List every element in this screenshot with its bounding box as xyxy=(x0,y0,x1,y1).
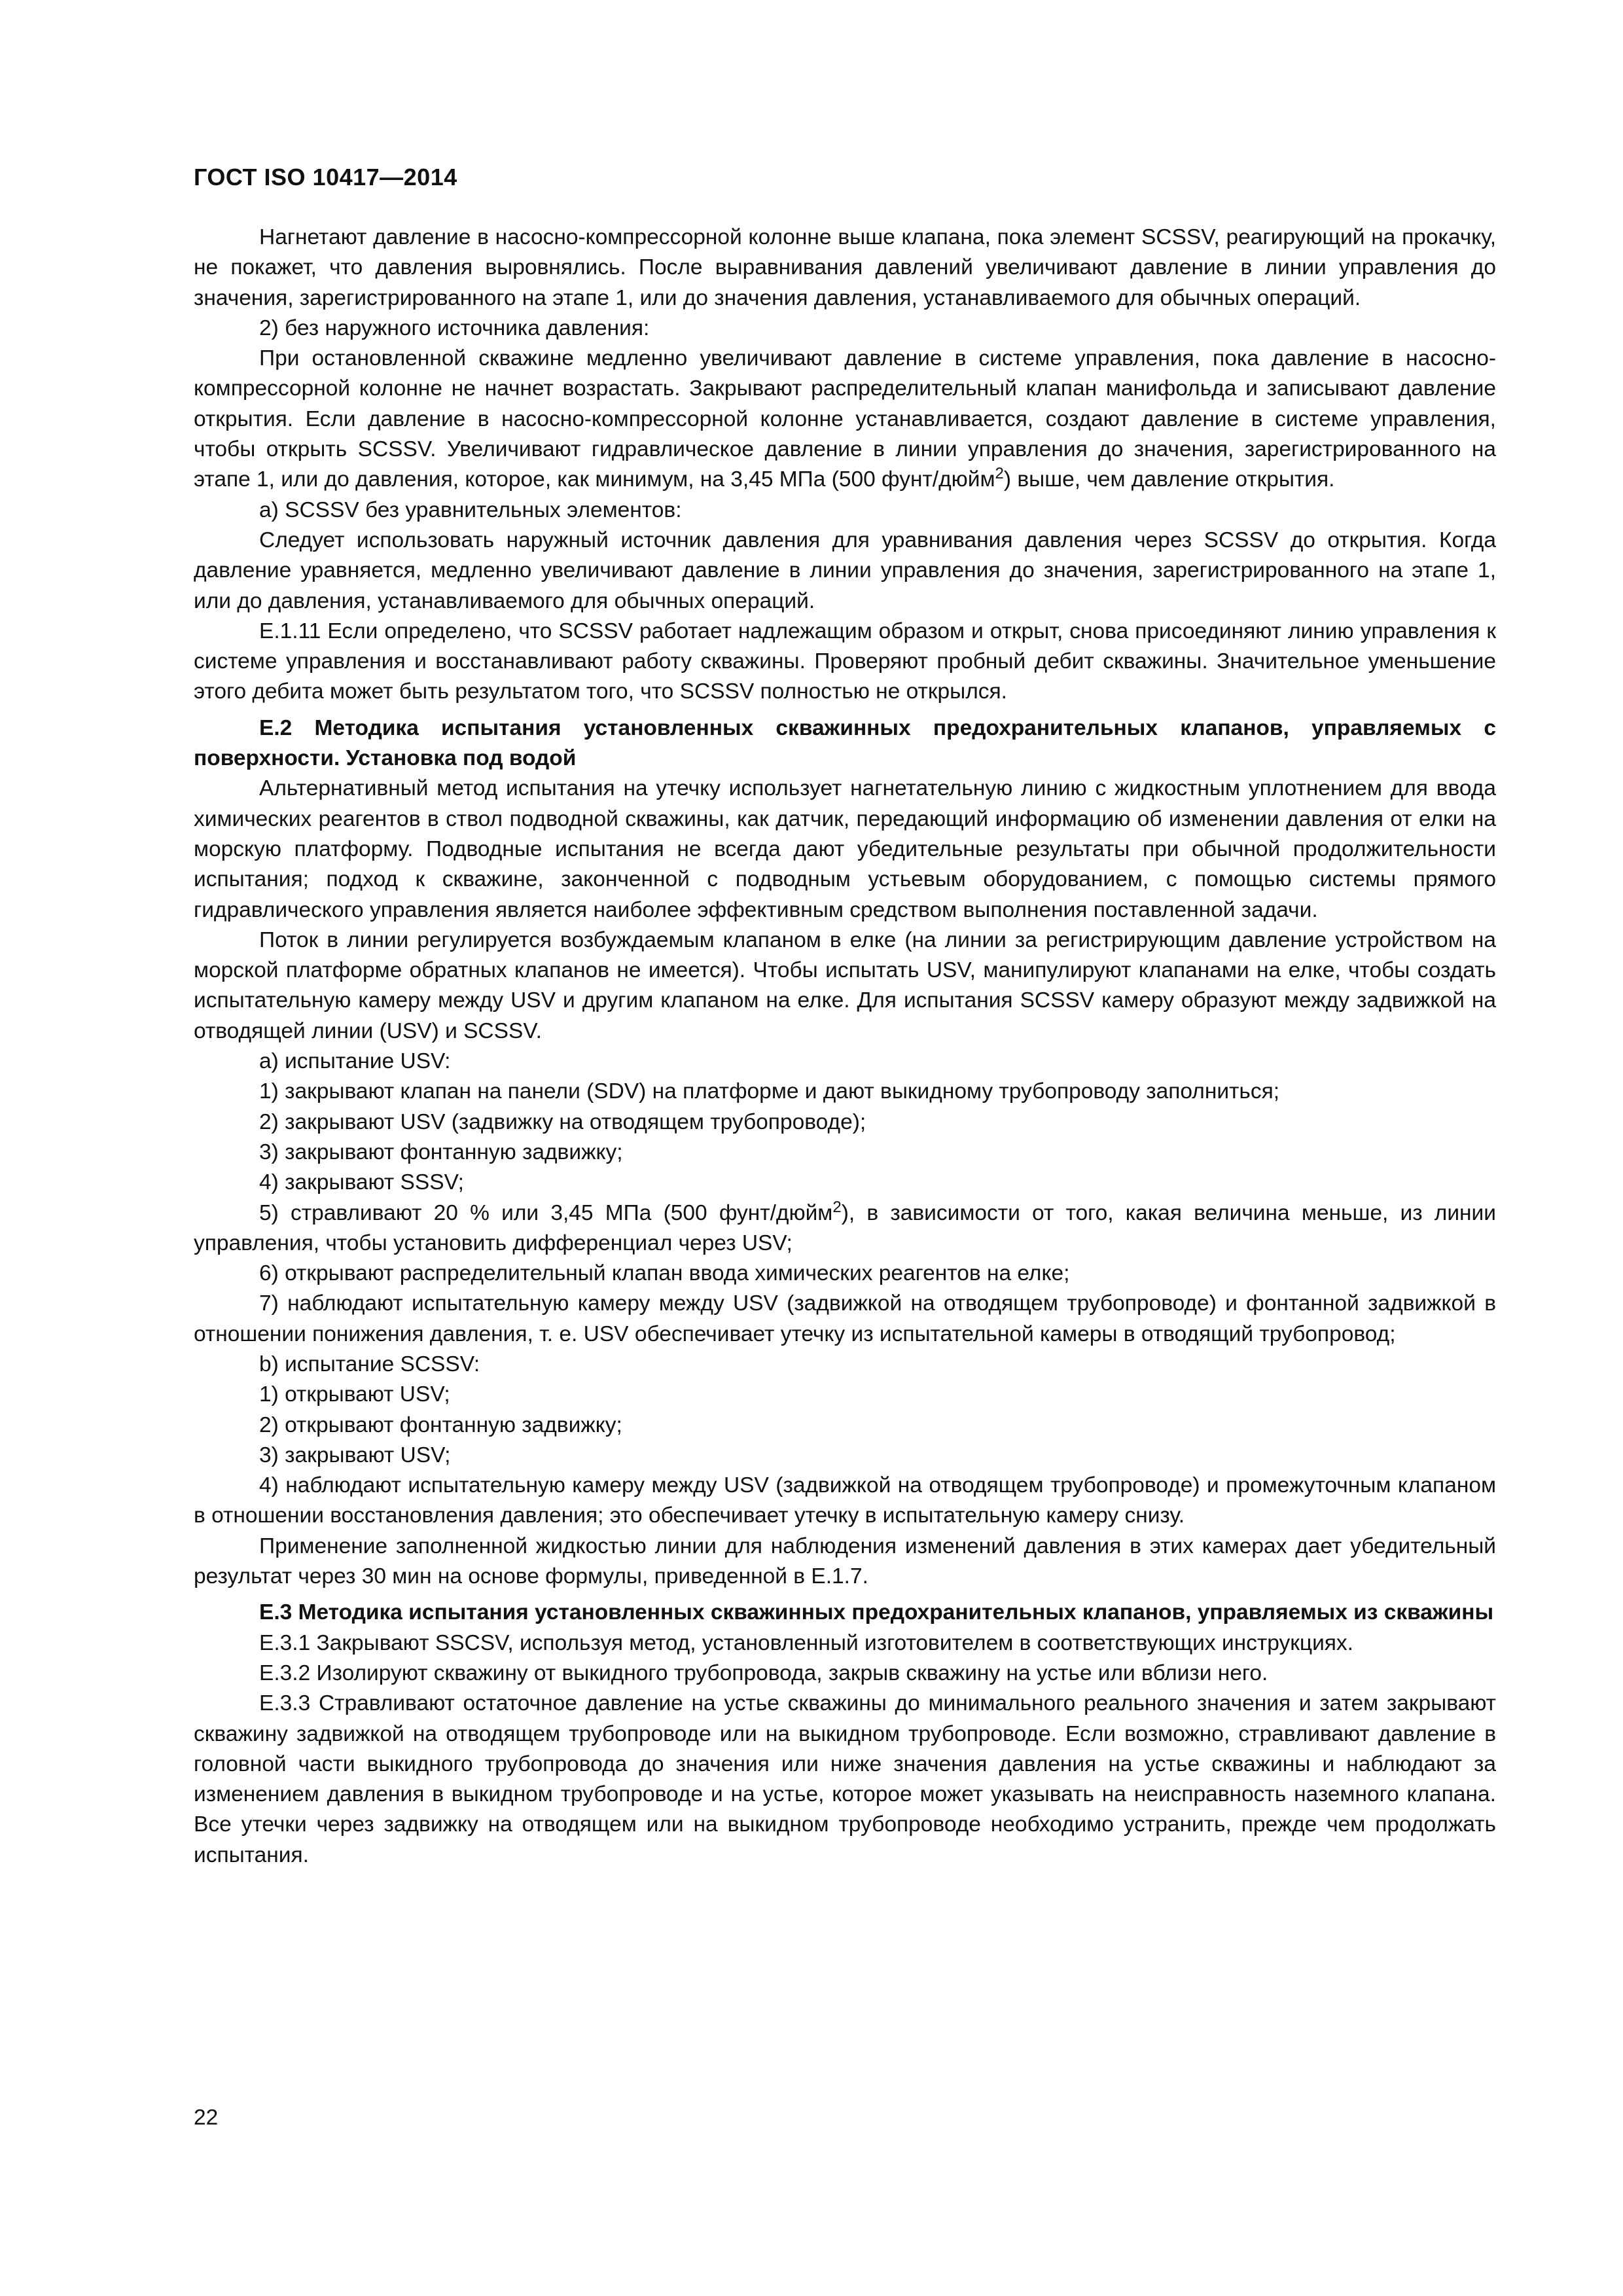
text-run: При остановленной скважине медленно увеличивают давление в системе управления, пока давление в насосно-компрессорной колонне не начнет возрастать. Закрывают распределительный клапан манифольда и записывают давление открытия. Если давление в насосно-компрессорной колонне устанавливается, создают давление в системе управления, чтобы открыть SCSSV. Увеличивают гидравлическое давление в линии управления до значения, зарегистрированного на этапе 1, или до давления, которое, как минимум, на 3,45 МПа (500 фунт/дюйм xyxy=(194,346,1496,492)
paragraph-e-1-11: Е.1.11 Если определено, что SCSSV работает надлежащим образом и открыт, снова присоединяют линию управления к системе управления и восстанавливают работу скважины. Проверяют пробный дебит скважины. Значительное уменьшение этого дебита может быть результатом того, что SCSSV полностью не открылся. xyxy=(194,619,1496,704)
document-body xyxy=(194,223,1496,1871)
list-item-step: 4) закрывают SSSV; xyxy=(259,1170,464,1195)
paragraph-flow-regulation: Поток в линии регулируется возбуждаемым клапаном в елке (на линии за регистрирующим давление устройством на морской платформе обратных клапанов не имеется). Чтобы испытать USV, манипулируют клапанами на елке, чтобы создать испытательную камеру между USV и другим клапаном на елке. Для испытания SCSSV камеру образуют между задвижкой на отводящей линии (USV) и SCSSV. xyxy=(194,927,1496,1043)
superscript: 2 xyxy=(995,465,1004,483)
list-item-step: 6) открывают распределительный клапан ввода химических реагентов на елке; xyxy=(259,1261,1070,1286)
list-item-step xyxy=(194,1198,1496,1259)
paragraph-external-source: Следует использовать наружный источник давления для уравнивания давления через SCSSV до открытия. Когда давление уравняется, медленно увеличивают давление в линии управления до значения, зарегистрированного на этапе 1, или до давления, устанавливаемого для обычных операций. xyxy=(194,528,1496,613)
paragraph-pressure-equalization: Нагнетают давление в насосно-компрессорной колонне выше клапана, пока элемент SCSSV, реагирующий на прокачку, не покажет, что давления выровнялись. После выравнивания давлений увеличивают давление в линии управления до значения, зарегистрированного на этапе 1, или до значения давления, устанавливаемого для обычных операций. xyxy=(194,225,1496,310)
document-header: ГОСТ ISO 10417—2014 xyxy=(194,164,457,190)
list-item-step: 4) наблюдают испытательную камеру между USV (задвижкой на отводящем трубопроводе) и промежуточным клапаном в отношении восстановления давления; это обеспечивает утечку в испытательную камеру снизу. xyxy=(194,1473,1496,1528)
page-number: 22 xyxy=(194,2106,219,2130)
text-run: 5) стравливают 20 % или 3,45 МПа (500 фунт/дюйм xyxy=(259,1200,833,1225)
paragraph-liquid-filled-line: Применение заполненной жидкостью линии для наблюдения изменений давления в этих камерах дает убедительный результат через 30 мин на основе формулы, приведенной в Е.1.7. xyxy=(194,1534,1496,1589)
section-heading-e3: Е.3 Методика испытания установленных скважинных предохранительных клапанов, управляемых из скважины xyxy=(259,1600,1494,1625)
text-run: ), в зависимости от того, какая величина меньше, из линии управления, чтобы установить дифференциал через USV; xyxy=(194,1200,1496,1255)
list-item-usv-test: a) испытание USV: xyxy=(259,1049,451,1074)
list-item-scssv-without-equalizing: a) SCSSV без уравнительных элементов: xyxy=(259,497,682,522)
list-item-step: 1) закрывают клапан на панели (SDV) на платформе и дают выкидному трубопроводу заполниться; xyxy=(259,1079,1280,1104)
paragraph-stopped-well xyxy=(194,344,1496,495)
paragraph-e-3-1: Е.3.1 Закрывают SSCSV, используя метод, установленный изготовителем в соответствующих инструкциях. xyxy=(259,1630,1353,1655)
list-item-step: 1) открывают USV; xyxy=(259,1382,450,1407)
paragraph-e-3-3: Е.3.3 Стравливают остаточное давление на устье скважины до минимального реального значения и затем закрывают скважину задвижкой на отводящем трубопроводе или на выкидном трубопроводе. Если возможно, стравливают давление в головной части выкидного трубопровода до значения или ниже значения давления на устье скважины и наблюдают за изменением давления в выкидном трубопроводе и на устье, которое может указывать на неисправность наземного клапана. Все утечки через задвижку на отводящем или на выкидном трубопроводе необходимо устранить, прежде чем продолжать испытания. xyxy=(194,1691,1496,1867)
paragraph-alternative-method: Альтернативный метод испытания на утечку использует нагнетательную линию с жидкостным уплотнением для ввода химических реагентов в ствол подводной скважины, как датчик, передающий информацию об изменении давления от елки на морскую платформу. Подводные испытания не всегда дают убедительные результаты при обычной продолжительности испытания; подход к скважине, законченной с подводным устьевым оборудованием, с помощью системы прямого гидравлического управления является наиболее эффективным средством выполнения поставленной задачи. xyxy=(194,776,1496,922)
list-item-step: 3) закрывают фонтанную задвижку; xyxy=(259,1139,623,1164)
list-item-step: 2) закрывают USV (задвижку на отводящем трубопроводе); xyxy=(259,1109,866,1134)
section-heading-e2: Е.2 Методика испытания установленных скважинных предохранительных клапанов, управляемых с поверхности. Установка под водой xyxy=(194,715,1496,771)
text-run: ) выше, чем давление открытия. xyxy=(1003,467,1335,492)
list-item-step: 3) закрывают USV; xyxy=(259,1443,451,1467)
list-item-no-external-source: 2) без наружного источника давления: xyxy=(259,315,650,340)
list-item-step: 7) наблюдают испытательную камеру между USV (задвижкой на отводящем трубопроводе) и фонтанной задвижкой в отношении понижения давления, т. е. USV обеспечивает утечку из испытательной камеры в отводящий трубопровод; xyxy=(194,1291,1496,1346)
superscript: 2 xyxy=(832,1198,842,1216)
paragraph-e-3-2: Е.3.2 Изолируют скважину от выкидного трубопровода, закрыв скважину на устье или вблизи него. xyxy=(259,1660,1268,1685)
list-item-step: 2) открывают фонтанную задвижку; xyxy=(259,1412,622,1437)
list-item-scssv-test: b) испытание SCSSV: xyxy=(259,1352,480,1376)
